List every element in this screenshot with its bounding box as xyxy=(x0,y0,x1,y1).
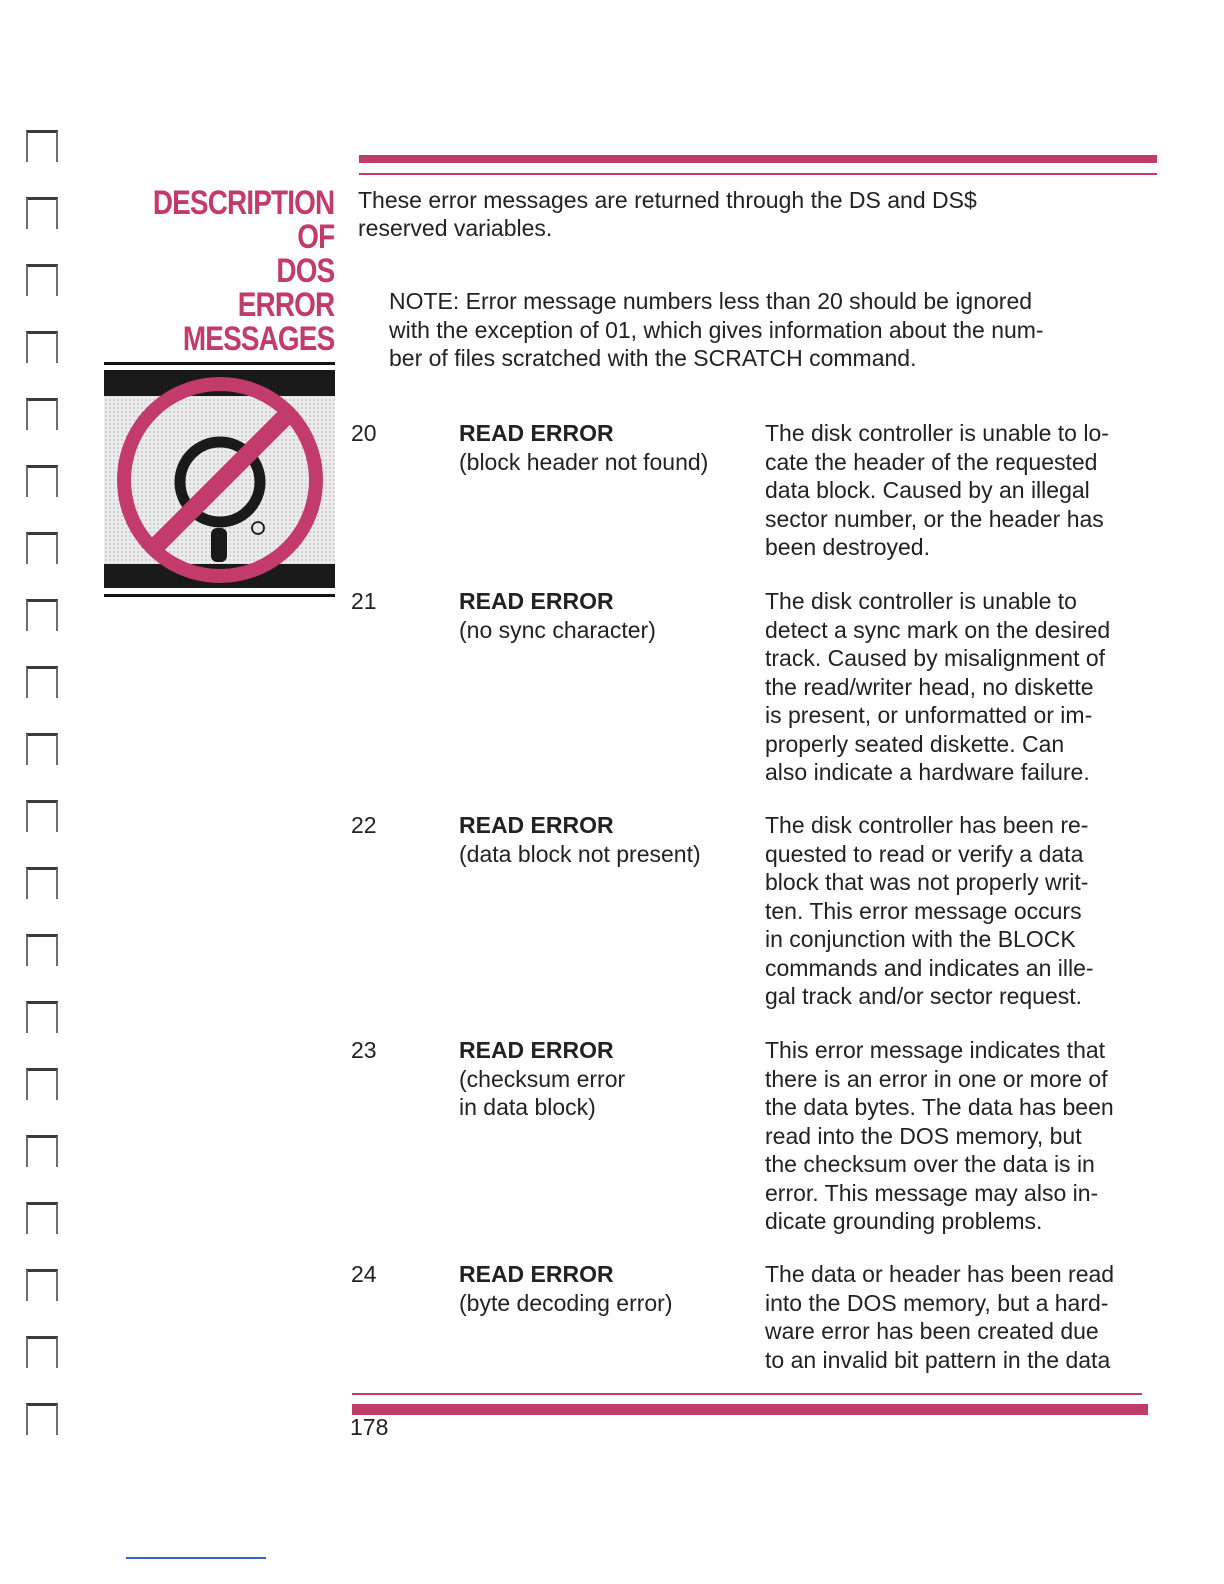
binding-ring xyxy=(26,800,58,832)
description-line: block that was not properly writ- xyxy=(765,869,1089,895)
error-description xyxy=(765,1260,1165,1374)
bottom-rule-thin xyxy=(352,1393,1142,1395)
description-line: detect a sync mark on the desired xyxy=(765,616,1111,643)
description-line: ten. This error message occurs xyxy=(765,897,1082,924)
no-disk-icon xyxy=(104,362,335,600)
description-line: the checksum over the data is in xyxy=(765,1151,1095,1177)
error-subtitle: (byte decoding error) xyxy=(459,1289,673,1316)
top-rule-thick xyxy=(359,155,1157,163)
intro-paragraph xyxy=(358,186,1118,242)
error-description xyxy=(765,587,1165,787)
description-line: there is an error in one or more of xyxy=(765,1065,1108,1092)
top-rule-thin xyxy=(359,173,1157,175)
description-line: the data bytes. The data has been xyxy=(765,1094,1114,1120)
error-number: 23 xyxy=(351,1037,377,1063)
description-line: The data or header has been read xyxy=(765,1261,1115,1287)
binding-ring xyxy=(26,867,58,899)
binding-ring xyxy=(26,197,58,229)
error-number: 22 xyxy=(351,812,377,838)
bottom-divider xyxy=(126,1557,266,1559)
heading-line: DOS xyxy=(276,252,334,290)
description-line: The disk controller has been re- xyxy=(765,812,1089,838)
heading-line: ERROR xyxy=(237,286,334,324)
binding-ring xyxy=(26,264,58,296)
error-subtitle: in data block) xyxy=(459,1094,596,1120)
intro-line: reserved variables. xyxy=(358,215,553,241)
description-line: ware error has been created due xyxy=(765,1318,1099,1344)
error-name: READ ERROR xyxy=(459,812,614,838)
description-line: to an invalid bit pattern in the data xyxy=(765,1346,1111,1373)
description-line: sector number, or the header has xyxy=(765,505,1104,532)
description-line: into the DOS memory, but a hard- xyxy=(765,1289,1109,1316)
binding-ring xyxy=(26,599,58,631)
error-subtitle: (checksum error xyxy=(459,1065,626,1092)
description-line: error. This message may also in- xyxy=(765,1179,1099,1206)
binding-ring xyxy=(26,1202,58,1234)
description-line: The disk controller is unable to lo- xyxy=(765,420,1109,446)
error-title xyxy=(459,587,759,644)
description-line: This error message indicates that xyxy=(765,1037,1106,1063)
description-line: been destroyed. xyxy=(765,534,930,560)
description-line: read into the DOS memory, but xyxy=(765,1122,1082,1149)
note-line: NOTE: Error message numbers less than 20 should be ignored xyxy=(389,288,1033,314)
page-number: 178 xyxy=(350,1414,389,1440)
error-subtitle: (data block not present) xyxy=(459,840,701,867)
error-subtitle: (block header not found) xyxy=(459,448,709,475)
error-title xyxy=(459,1260,759,1317)
description-line: track. Caused by misalignment of xyxy=(765,645,1106,671)
binding-ring xyxy=(26,934,58,966)
binding-ring xyxy=(26,398,58,430)
error-name: READ ERROR xyxy=(459,420,614,446)
binding-ring xyxy=(26,666,58,698)
heading-line: MESSAGES xyxy=(182,320,334,358)
description-line: The disk controller is unable to xyxy=(765,588,1077,614)
error-number: 20 xyxy=(351,420,377,446)
binding-ring xyxy=(26,1135,58,1167)
error-name: READ ERROR xyxy=(459,1261,614,1287)
binding-ring xyxy=(26,465,58,497)
description-line: in conjunction with the BLOCK xyxy=(765,926,1076,952)
description-line: is present, or unformatted or im- xyxy=(765,702,1093,728)
heading-line: DESCRIPTION xyxy=(152,184,334,222)
error-title xyxy=(459,811,759,868)
description-line: cate the header of the requested xyxy=(765,448,1098,475)
binding-ring xyxy=(26,1001,58,1033)
error-description xyxy=(765,811,1165,1011)
binding-ring xyxy=(26,733,58,765)
section-heading xyxy=(152,186,334,356)
error-description xyxy=(765,419,1165,562)
error-description xyxy=(765,1036,1165,1236)
bottom-rule-thick xyxy=(352,1404,1148,1415)
binding-ring xyxy=(26,1269,58,1301)
note-line: ber of files scratched with the SCRATCH command. xyxy=(389,345,917,371)
description-line: the read/writer head, no diskette xyxy=(765,673,1094,700)
note-line: with the exception of 01, which gives information about the num- xyxy=(389,316,1044,343)
description-line: commands and indicates an ille- xyxy=(765,954,1094,981)
error-subtitle: (no sync character) xyxy=(459,616,656,643)
description-line: also indicate a hardware failure. xyxy=(765,759,1090,785)
heading-line: OF xyxy=(296,218,334,256)
error-number: 24 xyxy=(351,1261,377,1287)
description-line: gal track and/or sector request. xyxy=(765,983,1083,1009)
description-line: data block. Caused by an illegal xyxy=(765,477,1090,503)
note-paragraph xyxy=(389,287,1149,373)
error-name: READ ERROR xyxy=(459,1037,614,1063)
error-number: 21 xyxy=(351,588,377,614)
description-line: dicate grounding problems. xyxy=(765,1208,1043,1234)
error-name: READ ERROR xyxy=(459,588,614,614)
error-title xyxy=(459,419,759,476)
binding-ring xyxy=(26,1068,58,1100)
error-title xyxy=(459,1036,759,1122)
description-line: properly seated diskette. Can xyxy=(765,730,1065,757)
intro-line: These error messages are returned through the DS and DS$ xyxy=(358,187,977,213)
binding-ring xyxy=(26,130,58,162)
binding-ring xyxy=(26,532,58,564)
binding-ring xyxy=(26,1403,58,1435)
description-line: quested to read or verify a data xyxy=(765,840,1084,867)
binding-ring xyxy=(26,331,58,363)
binding-ring xyxy=(26,1336,58,1368)
